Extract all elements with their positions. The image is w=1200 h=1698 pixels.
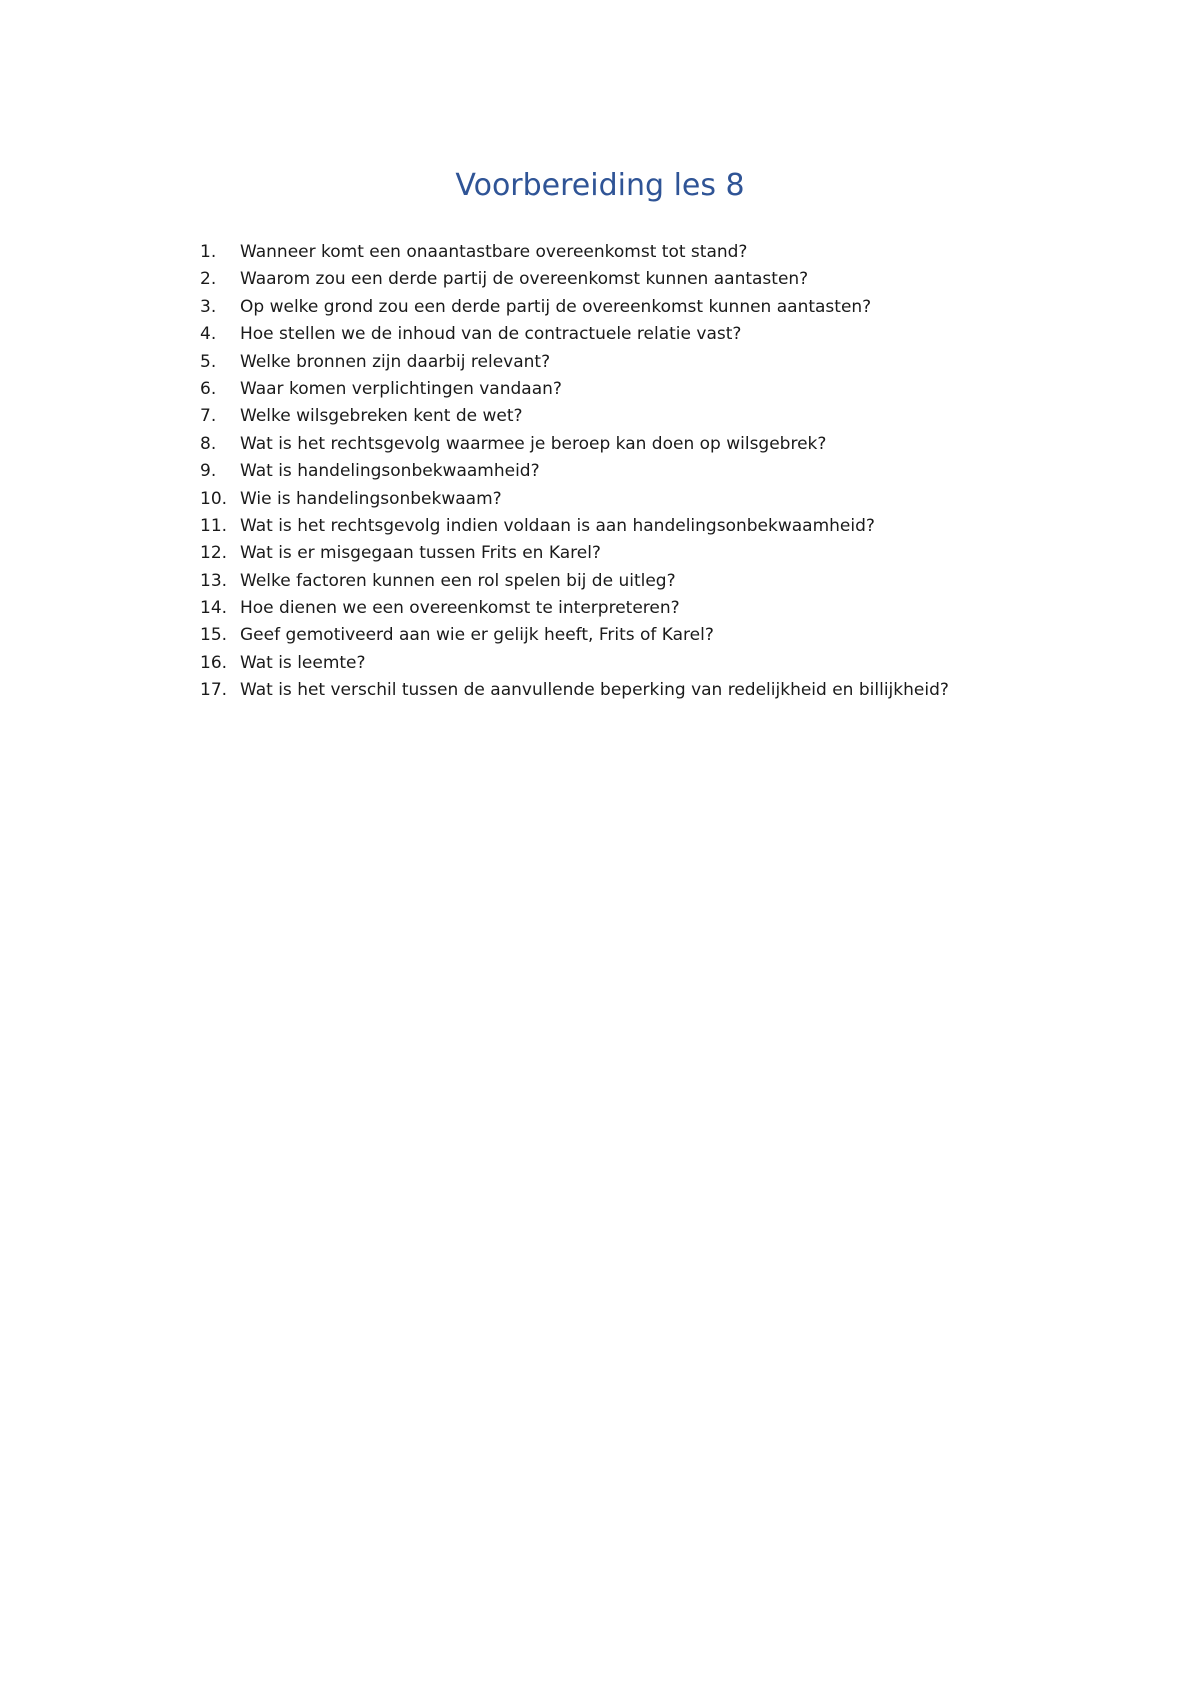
question-number: 10. xyxy=(200,488,228,509)
question-number: 16. xyxy=(200,652,228,673)
list-item xyxy=(200,266,949,293)
question-text: Wat is het rechtsgevolg indien voldaan is aan handelingsonbekwaamheid? xyxy=(240,515,875,536)
question-text: Hoe stellen we de inhoud van de contractuele relatie vast? xyxy=(240,324,742,345)
list-item xyxy=(200,431,949,458)
question-number: 5. xyxy=(200,351,217,372)
question-number: 13. xyxy=(200,570,228,591)
list-item xyxy=(200,403,949,430)
list-item xyxy=(200,321,949,348)
list-item xyxy=(200,513,949,540)
question-text: Welke wilsgebreken kent de wet? xyxy=(240,406,523,427)
list-item xyxy=(200,458,949,485)
list-item xyxy=(200,622,949,649)
list-item xyxy=(200,540,949,567)
question-text: Wanneer komt een onaantastbare overeenkomst tot stand? xyxy=(240,242,748,262)
question-text: Waar komen verplichtingen vandaan? xyxy=(240,378,562,399)
question-number: 7. xyxy=(200,406,217,427)
question-text: Wat is het rechtsgevolg waarmee je beroep kan doen op wilsgebrek? xyxy=(240,433,827,454)
list-item xyxy=(200,294,949,321)
question-text: Welke bronnen zijn daarbij relevant? xyxy=(240,351,551,372)
list-item xyxy=(200,239,949,266)
list-item xyxy=(200,650,949,677)
question-text: Welke factoren kunnen een rol spelen bij de uitleg? xyxy=(240,570,676,591)
list-item xyxy=(200,568,949,595)
question-number: 4. xyxy=(200,324,217,345)
list-item xyxy=(200,486,949,513)
question-number: 12. xyxy=(200,543,228,564)
list-item xyxy=(200,677,949,704)
question-number: 2. xyxy=(200,269,217,290)
question-number: 11. xyxy=(200,515,228,536)
question-text: Hoe dienen we een overeenkomst te interpreteren? xyxy=(240,598,680,619)
question-number: 1. xyxy=(200,242,217,262)
question-number: 14. xyxy=(200,598,228,619)
question-text: Geef gemotiveerd aan wie er gelijk heeft, Frits of Karel? xyxy=(240,625,714,646)
list-item xyxy=(200,595,949,622)
question-number: 15. xyxy=(200,625,228,646)
question-text: Wat is er misgegaan tussen Frits en Karel? xyxy=(240,543,601,564)
question-text: Wie is handelingsonbekwaam? xyxy=(240,488,502,509)
question-number: 6. xyxy=(200,378,217,399)
page-title: Voorbereiding les 8 xyxy=(455,168,745,203)
question-list xyxy=(200,239,949,705)
question-text: Wat is het verschil tussen de aanvullende beperking van redelijkheid en billijkheid? xyxy=(240,680,949,701)
question-text: Wat is leemte? xyxy=(240,652,366,673)
question-number: 9. xyxy=(200,461,217,482)
question-text: Op welke grond zou een derde partij de overeenkomst kunnen aantasten? xyxy=(240,296,872,317)
list-item xyxy=(200,376,949,403)
question-number: 3. xyxy=(200,296,217,317)
question-text: Wat is handelingsonbekwaamheid? xyxy=(240,461,540,482)
question-number: 8. xyxy=(200,433,217,454)
list-item xyxy=(200,349,949,376)
question-text: Waarom zou een derde partij de overeenkomst kunnen aantasten? xyxy=(240,269,809,290)
question-number: 17. xyxy=(200,680,228,701)
